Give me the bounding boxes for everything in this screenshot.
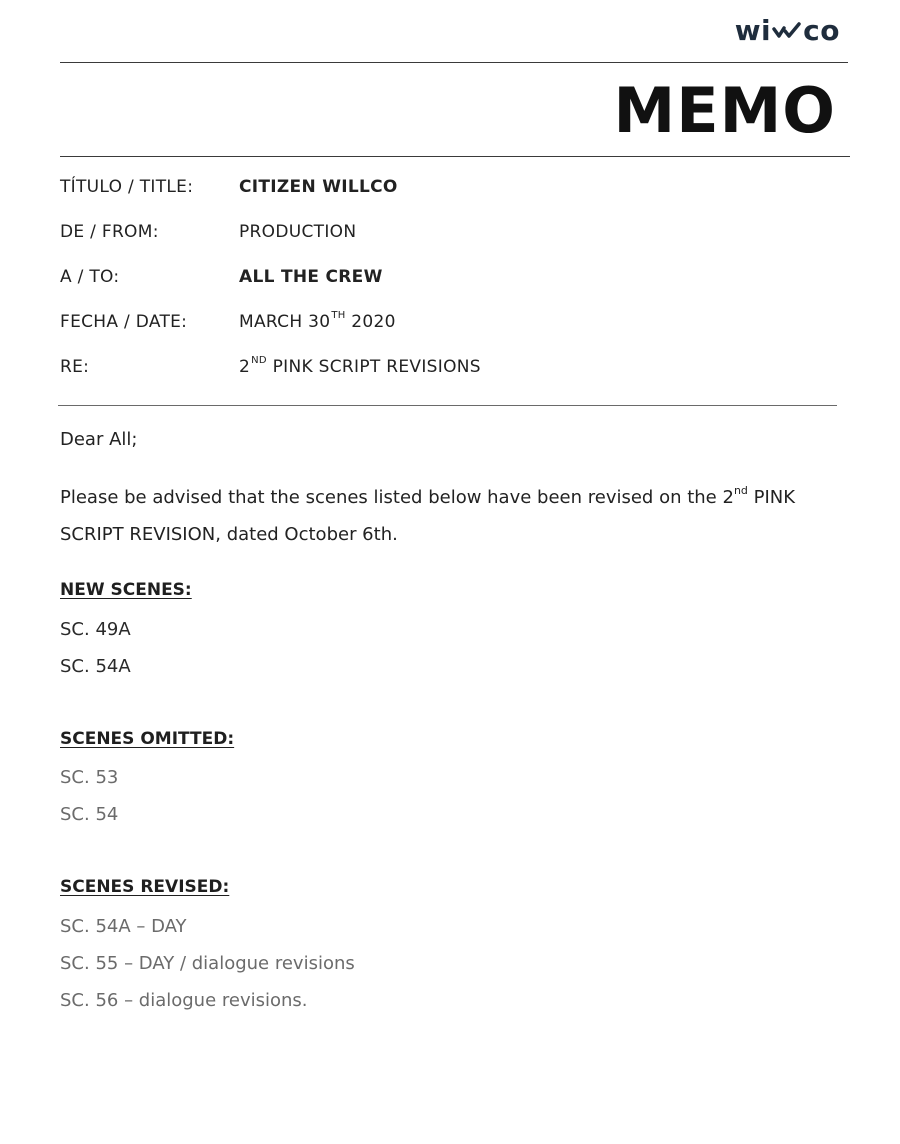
intro-text-rest: PINK SCRIPT REVISION, dated October 6th. xyxy=(60,487,796,545)
logo-text-left: wi xyxy=(734,13,772,47)
field-date-label: FECHA / DATE: xyxy=(60,312,188,332)
top-divider xyxy=(60,62,848,63)
new-scenes-list xyxy=(60,611,131,685)
list-item: SC. 54 xyxy=(60,804,119,825)
list-item: SC. 56 – dialogue revisions. xyxy=(60,990,308,1011)
scenes-omitted-heading: SCENES OMITTED: xyxy=(60,729,235,749)
new-scenes-heading: NEW SCENES: xyxy=(60,580,192,600)
header-divider xyxy=(58,405,837,406)
date-value-ordinal: TH xyxy=(331,310,346,322)
title-divider xyxy=(60,156,850,157)
logo-text-right: co xyxy=(803,13,840,47)
scenes-omitted-list xyxy=(60,759,118,833)
field-to-value: ALL THE CREW xyxy=(239,267,383,287)
intro-paragraph xyxy=(60,474,830,553)
date-value-main: MARCH 30 xyxy=(239,312,331,332)
re-value-ordinal: ND xyxy=(251,355,267,367)
list-item: SC. 49A xyxy=(60,619,131,640)
field-date-value xyxy=(239,312,396,332)
re-value-number: 2 xyxy=(239,357,251,377)
re-value-text: PINK SCRIPT REVISIONS xyxy=(266,357,481,377)
scenes-revised-list xyxy=(60,908,355,1019)
company-logo xyxy=(735,14,840,46)
field-from-label: DE / FROM: xyxy=(60,222,159,242)
field-re-value xyxy=(239,357,481,377)
intro-text-ordinal: nd xyxy=(733,484,748,497)
intro-text-main: Please be advised that the scenes listed below have been revised on the 2 xyxy=(60,487,734,508)
date-value-year: 2020 xyxy=(345,312,396,332)
list-item: SC. 55 – DAY / dialogue revisions xyxy=(60,953,355,974)
field-from-value: PRODUCTION xyxy=(239,222,357,242)
scenes-revised-heading: SCENES REVISED: xyxy=(60,877,230,897)
memo-title: MEMO xyxy=(613,74,836,147)
field-re-label: RE: xyxy=(60,357,90,377)
greeting: Dear All; xyxy=(60,429,138,450)
field-to-label: A / TO: xyxy=(60,267,120,287)
list-item: SC. 54A xyxy=(60,656,131,677)
list-item: SC. 54A – DAY xyxy=(60,916,187,937)
logo-checkmark-icon xyxy=(772,20,802,40)
field-title-label: TÍTULO / TITLE: xyxy=(60,177,194,197)
list-item: SC. 53 xyxy=(60,767,119,788)
field-title-value: CITIZEN WILLCO xyxy=(239,177,398,197)
